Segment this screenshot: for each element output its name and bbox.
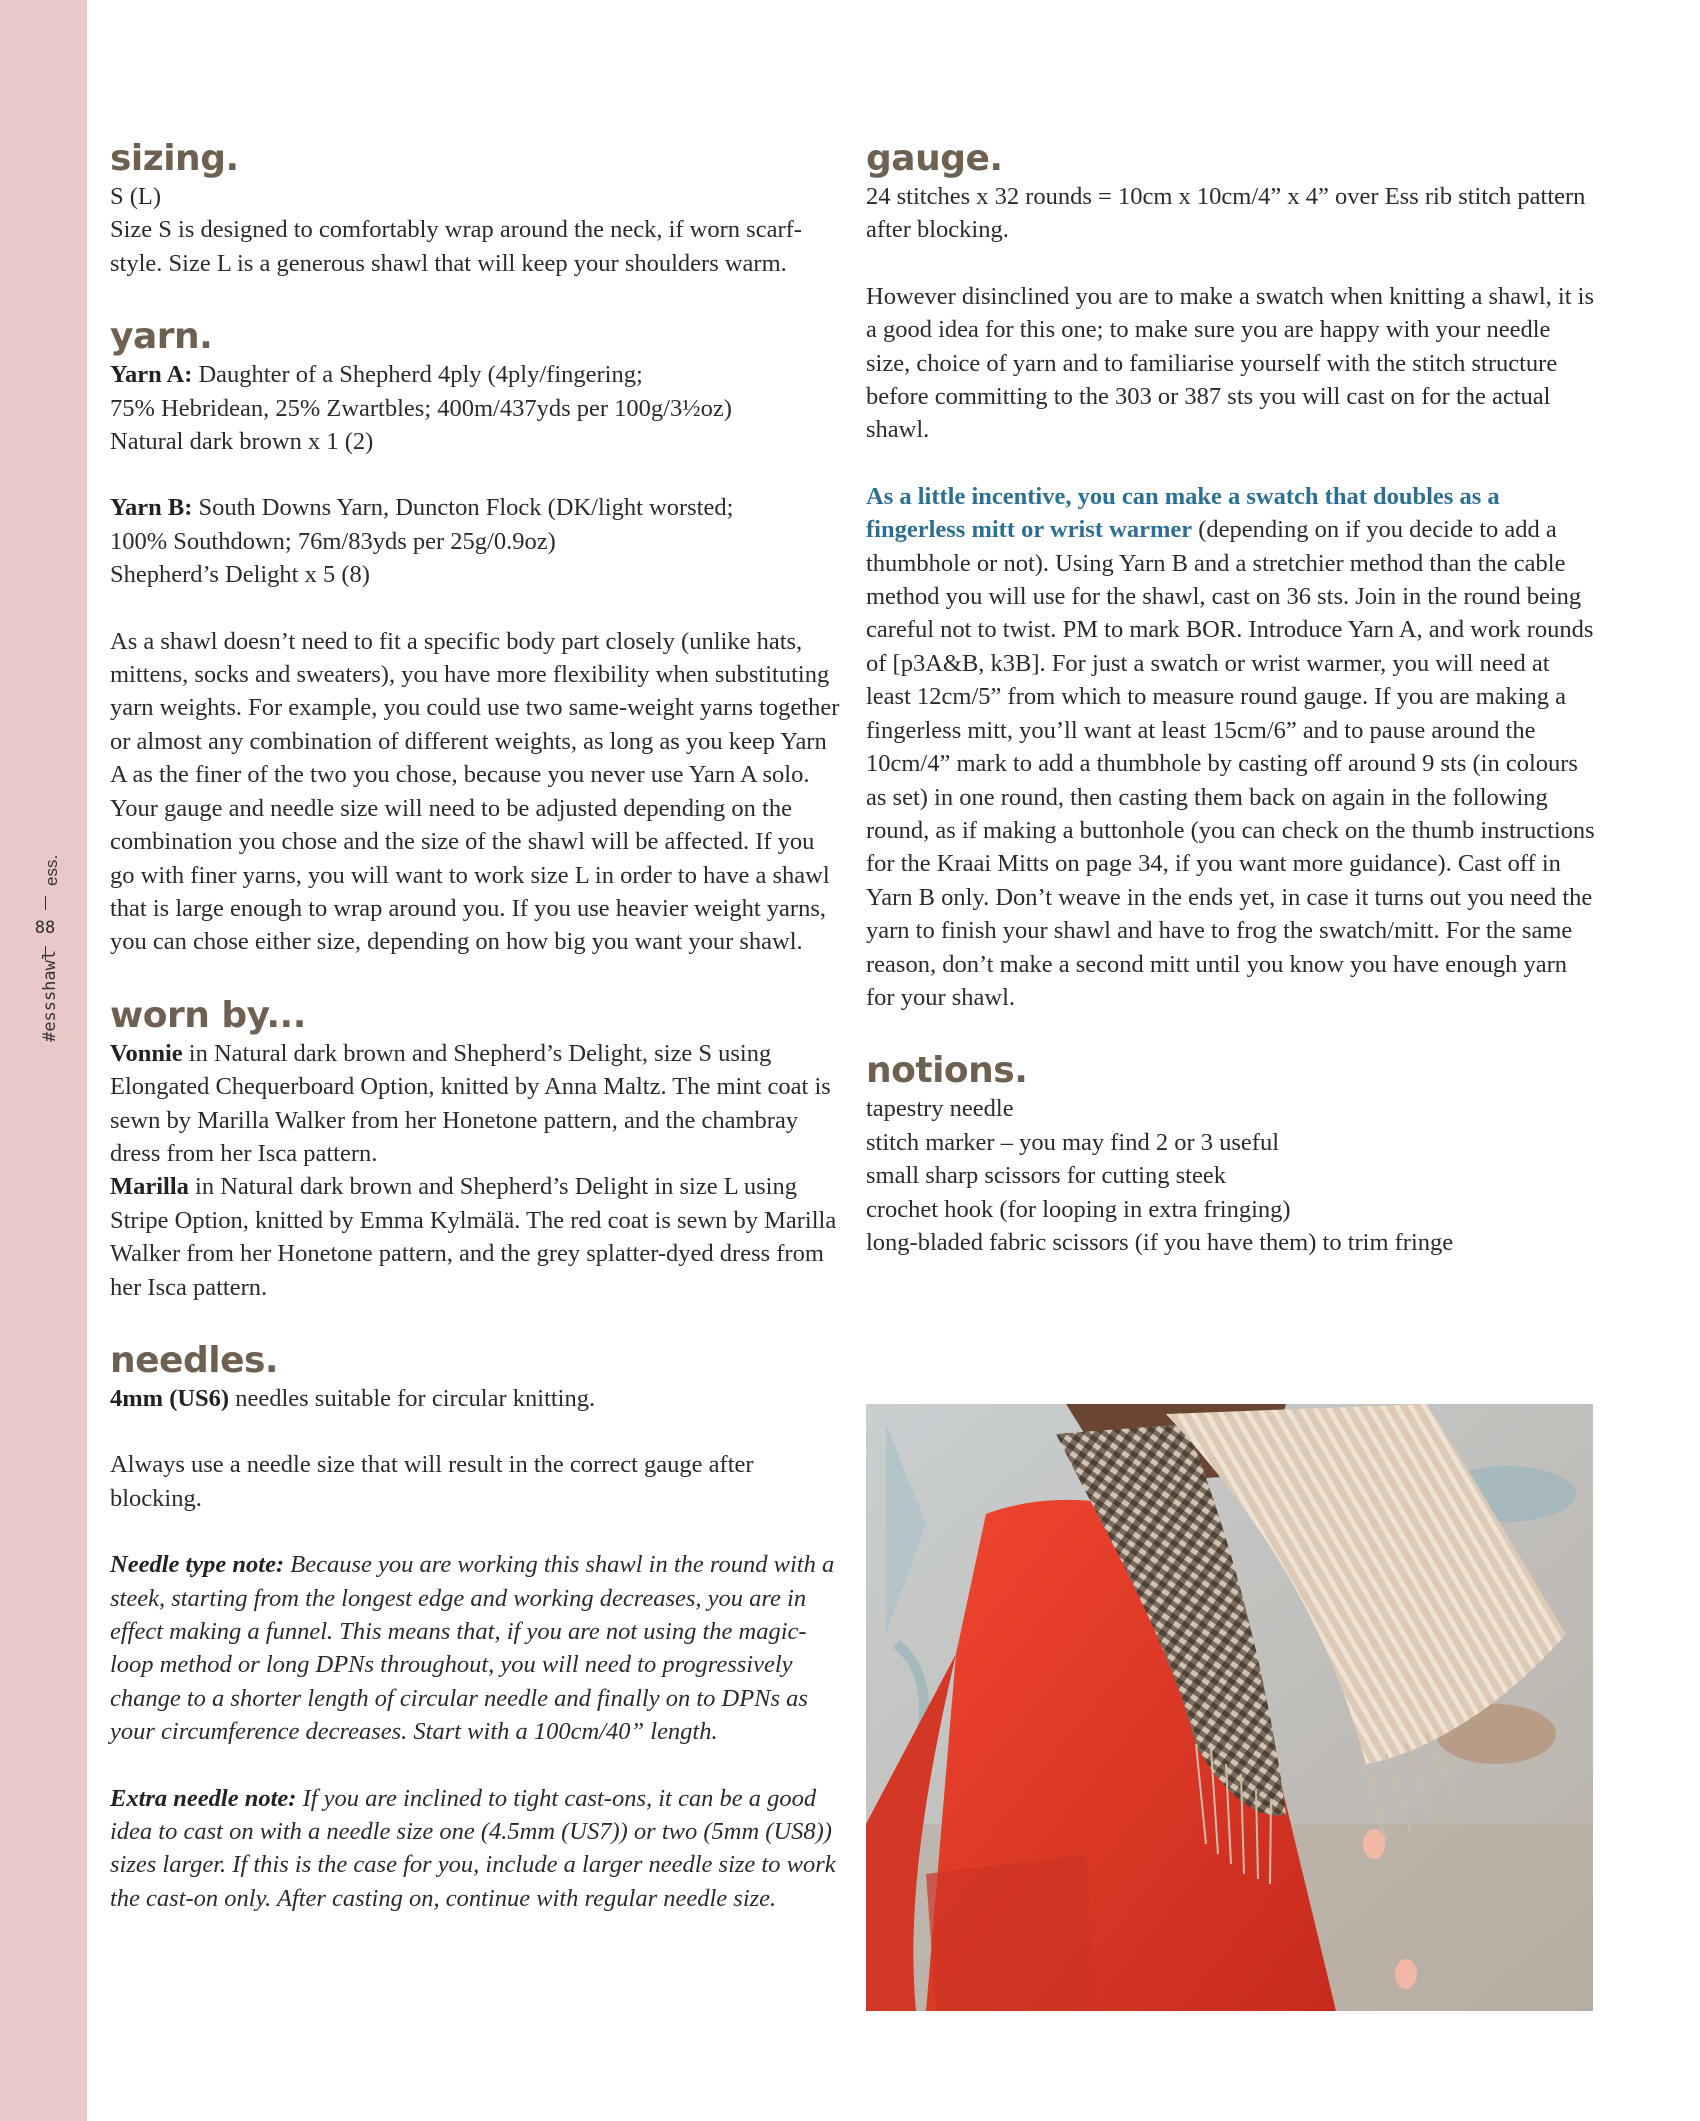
yarn-a-line1: Daughter of a Shepherd 4ply (4ply/fingering; (192, 361, 643, 389)
shawl-photo (866, 1404, 1593, 2011)
yarn-a-line2: 75% Hebridean, 25% Zwartbles; 400m/437yds per 100g/3½oz) (110, 394, 732, 422)
sizing-heading: sizing. (110, 138, 239, 179)
notion-item: long-bladed fabric scissors (if you have them) to trim fringe (866, 1228, 1454, 1256)
yarn-b (110, 491, 840, 524)
yarn-b-label: Yarn B: (110, 494, 193, 522)
page-number: 88 (34, 918, 56, 938)
side-band (0, 0, 87, 2121)
incentive-lead: As a little incentive, you can make a swatch that doubles as a fingerless mitt or wrist warmer (866, 482, 1500, 544)
notion-item: tapestry needle (866, 1095, 1014, 1123)
vonnie-name: Vonnie (110, 1039, 183, 1067)
extra-needle-note (110, 1782, 840, 1916)
yarn-b-line3: Shepherd’s Delight x 5 (8) (110, 561, 370, 589)
notion-item: small sharp scissors for cutting steek (866, 1162, 1226, 1190)
yarn-b-line2: 100% Southdown; 76m/83yds per 25g/0.9oz) (110, 527, 556, 555)
gauge-heading: gauge. (866, 138, 1003, 179)
needles-size-label: 4mm (US6) (110, 1384, 230, 1412)
extra-needle-note-text: If you are inclined to tight cast-ons, it can be a good idea to cast on with a needle size one (4.5mm (US7)) or two (5mm (US8)) sizes larger. If this is the case for you, include a larger needle size to work the cast-on only. After casting on, continue with regular needle size. (110, 1784, 836, 1912)
side-rule-top (45, 896, 46, 910)
worn-by-vonnie (110, 1037, 840, 1171)
notion-item: crochet hook (for looping in extra fringing) (866, 1195, 1291, 1223)
needle-type-note-label: Needle type note: (110, 1551, 285, 1579)
right-column (866, 138, 1596, 1259)
needles-size (110, 1382, 840, 1415)
incentive-text: (depending on if you decide to add a thumbhole or not). Using Yarn B and a stretchier method than the cable method you will use for the shawl, cast on 36 sts. Join in the round being careful not to twist. PM to mark BOR. Introduce Yarn A, and work rounds of [p3A&B, k3B]. For just a swatch or wrist warmer, you will need at least 12cm/5” from which to measure round gauge. If you are making a fingerless mitt, you’ll want at least 15cm/6” and to pause around the 10cm/4” mark to add a thumbhole by casting off around 9 sts (in colours as set) in one round, then casting them back on again in the following round, as if making a buttonhole (you can check on the thumb instructions for the Kraai Mitts on page 34, if you want more guidance). Cast off in Yarn B only. Don’t weave in the ends yet, in case it turns out you need the yarn to finish your shawl and have to frog the swatch/mitt. For the same reason, don’t make a second mitt until you know you have enough yarn for your shawl. (866, 516, 1595, 1011)
extra-needle-note-label: Extra needle note: (110, 1784, 297, 1812)
yarn-a-label: Yarn A: (110, 361, 193, 389)
sizing-sizes: S (L) (110, 183, 162, 210)
yarn-a-line3: Natural dark brown x 1 (2) (110, 428, 374, 456)
needles-advice: Always use a needle size that will result in the correct gauge after blocking. (110, 1451, 754, 1512)
needle-type-note-text: Because you are working this shawl in the round with a steek, starting from the longest edge and working decreases, you are in effect making a funnel. This means that, if you are not using the magic-loop method or long DPNs throughout, you will need to progressively change to a shorter length of circular needle and finally on to DPNs as your circumference decreases. Start with a 100cm/40” length. (110, 1551, 835, 1746)
needles-heading: needles. (110, 1339, 279, 1381)
worn-by-marilla (110, 1170, 840, 1304)
gauge-spec: 24 stitches x 32 rounds = 10cm x 10cm/4” x 4” over Ess rib stitch pattern after blocking. (866, 183, 1586, 244)
yarn-heading: yarn. (110, 316, 213, 358)
marilla-text: in Natural dark brown and Shepherd’s Delight in size L using Stripe Option, knitted by Emma Kylmälä. The red coat is sewn by Marilla Walker from her Honetone pattern, and the grey splatter-dyed dress from her Isca pattern. (110, 1173, 837, 1301)
needle-type-note (110, 1548, 840, 1748)
notions-list (866, 1092, 1596, 1259)
book-title: ess. (42, 854, 61, 886)
yarn-a (110, 358, 840, 391)
yarn-substitution: As a shawl doesn’t need to fit a specific body part closely (unlike hats, mittens, socks and sweaters), you have more flexibility when substituting yarn weights. For example, you could use two same-weight yarns together or almost any combination of different weights, as long as you keep Yarn A as the finer of the two you chose, because you never use Yarn A solo. Your gauge and needle size will need to be adjusted depending on the combination you chose and the size of the shawl will be affected. If you go with finer yarns, you will want to work size L in order to have a shawl that is large enough to wrap around you. If you use heavier weight yarns, you can chose either size, depending on how big you want your shawl. (110, 627, 840, 956)
marilla-name: Marilla (110, 1173, 189, 1201)
hashtag: #essshawl (40, 949, 60, 1042)
needles-size-text: needles suitable for circular knitting. (229, 1384, 596, 1412)
left-column (110, 138, 840, 1915)
gauge-incentive (866, 480, 1596, 1015)
vonnie-text: in Natural dark brown and Shepherd’s Delight, size S using Elongated Chequerboard Option, knitted by Anna Maltz. The mint coat is sewn by Marilla Walker from her Honetone pattern, and the chambray dress from her Isca pattern. (110, 1039, 831, 1167)
notion-item: stitch marker – you may find 2 or 3 useful (866, 1128, 1280, 1156)
worn-by-heading: worn by... (110, 994, 306, 1036)
notions-heading: notions. (866, 1050, 1028, 1092)
shawl-photo-illustration (866, 1404, 1593, 2011)
sizing-text: Size S is designed to comfortably wrap around the neck, if worn scarf-style. Size L is a generous shawl that will keep your shoulders warm. (110, 216, 802, 277)
gauge-swatch: However disinclined you are to make a swatch when knitting a shawl, it is a good idea for this one; to make sure you are happy with your needle size, choice of yarn and to familiarise yourself with the stitch structure before committing to the 303 or 387 sts you will cast on for the actual shawl. (866, 282, 1595, 444)
yarn-b-line1: South Downs Yarn, Duncton Flock (DK/light worsted; (192, 494, 734, 522)
